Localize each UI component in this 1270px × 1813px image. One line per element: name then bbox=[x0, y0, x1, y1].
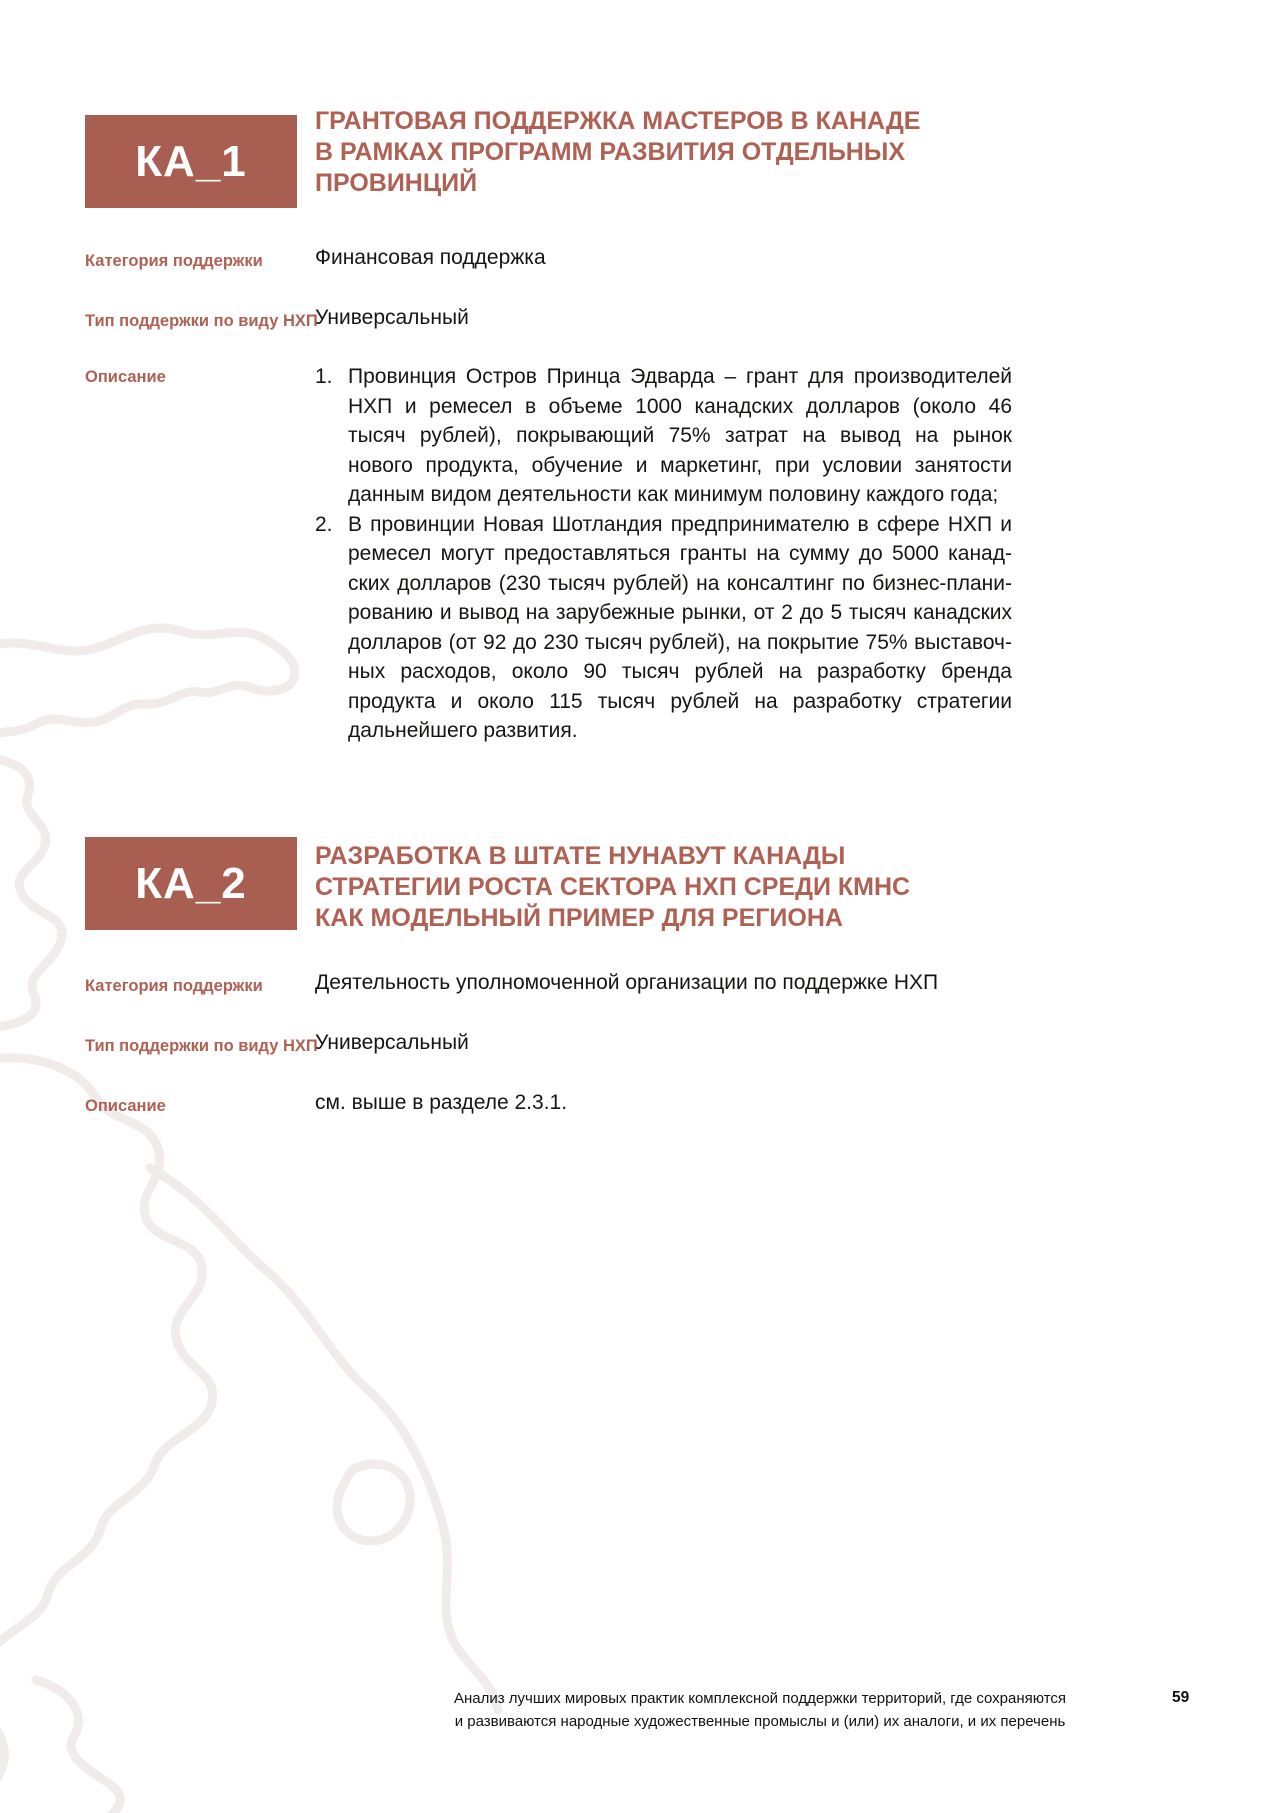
ka1-support-type-label: Тип поддержки по виду НХП bbox=[85, 312, 318, 330]
ka2-category-value: Деятельность уполномоченной организации по поддержке НХП bbox=[315, 971, 939, 994]
item-text: Провинция Остров Принца Эдварда – грант для производителей НХП и ремесел в объеме 1000 канадских долларов (около 46 тысяч рублей), покрывающий 75% затрат на вывод на рынок нового продукта, обучение и маркетинг, при условии занятости данным видом деятельности как минимум половину каждого года; bbox=[348, 365, 1012, 506]
ka2-description-label: Описание bbox=[85, 1097, 166, 1115]
ka2-title bbox=[315, 841, 910, 934]
map-outline-segment bbox=[0, 1720, 4, 1806]
ka1-category-value: Финансовая поддержка bbox=[315, 246, 546, 269]
ka1-title-line-1: ГРАНТОВАЯ ПОДДЕРЖКА МАСТЕРОВ В КАНАДЕ bbox=[315, 107, 921, 135]
ka2-support-type-value: Универсальный bbox=[315, 1031, 469, 1054]
map-outline-segment bbox=[337, 1464, 410, 1541]
ka2-title-line-1: РАЗРАБОТКА В ШТАТЕ НУНАВУТ КАНАДЫ bbox=[315, 842, 846, 870]
footer-caption-line-1: Анализ лучших мировых практик комплексной поддержки территорий, где сохраняются bbox=[453, 1690, 1067, 1707]
ka1-title bbox=[315, 106, 920, 199]
ka1-description-item-1 bbox=[315, 362, 1012, 510]
map-outline-segment bbox=[0, 1058, 213, 1658]
footer-caption-line-2: и развиваются народные художественные промыслы и (или) их аналоги, и их перечень bbox=[454, 1712, 1066, 1730]
ka2-title-line-2: СТРАТЕГИИ РОСТА СЕКТОРА НХП СРЕДИ КМНС bbox=[315, 873, 911, 901]
ka1-code-badge bbox=[85, 115, 297, 208]
item-number: 2. bbox=[315, 512, 333, 536]
ka2-title-line-3: КАК МОДЕЛЬНЫЙ ПРИМЕР ДЛЯ РЕГИОНА bbox=[315, 904, 843, 932]
ka2-description-value: см. выше в разделе 2.3.1. bbox=[315, 1091, 568, 1114]
ka2-code-label: КА_2 bbox=[135, 858, 247, 908]
footer-caption bbox=[370, 1688, 1150, 1733]
item-text: В провинции Новая Шотландия предпринимателю в сфере НХП и ремесел могут предоставляться гранты на сумму до 5000 канадских долларов (230 тысяч рублей) на консалтинг по бизнес-планированию и вывод на зарубежные рынки, от 2 до 5 тысяч канадских долларов (от 92 до 230 тысяч рублей), на покрытие 75% выставочных расходов, около 90 тысяч рублей на разработку бренда продукта и около 115 тысяч рублей на разработку стратегии дальнейшего развития. bbox=[348, 512, 1012, 742]
ka1-description-list bbox=[315, 362, 1012, 746]
ka2-category-label: Категория поддержки bbox=[85, 977, 263, 995]
page-number: 59 bbox=[1172, 1689, 1190, 1706]
ka2-code-badge bbox=[85, 837, 297, 930]
ka1-title-line-3: ПРОВИНЦИЙ bbox=[315, 169, 478, 197]
map-outline-segment bbox=[150, 1168, 498, 1710]
map-outline-segment bbox=[0, 628, 295, 736]
ka1-description-label: Описание bbox=[85, 368, 166, 386]
ka1-code-label: КА_1 bbox=[135, 136, 247, 186]
ka2-support-type-label: Тип поддержки по виду НХП bbox=[85, 1037, 318, 1055]
ka1-title-line-2: В РАМКАХ ПРОГРАММ РАЗВИТИЯ ОТДЕЛЬНЫХ bbox=[315, 138, 906, 166]
ka1-category-label: Категория поддержки bbox=[85, 252, 263, 270]
item-number: 1. bbox=[315, 365, 333, 388]
map-outline-segment bbox=[36, 1680, 120, 1813]
ka1-support-type-value: Универсальный bbox=[315, 306, 469, 329]
map-outline-segment bbox=[0, 758, 62, 1028]
ka1-description-item-2 bbox=[315, 510, 1012, 746]
